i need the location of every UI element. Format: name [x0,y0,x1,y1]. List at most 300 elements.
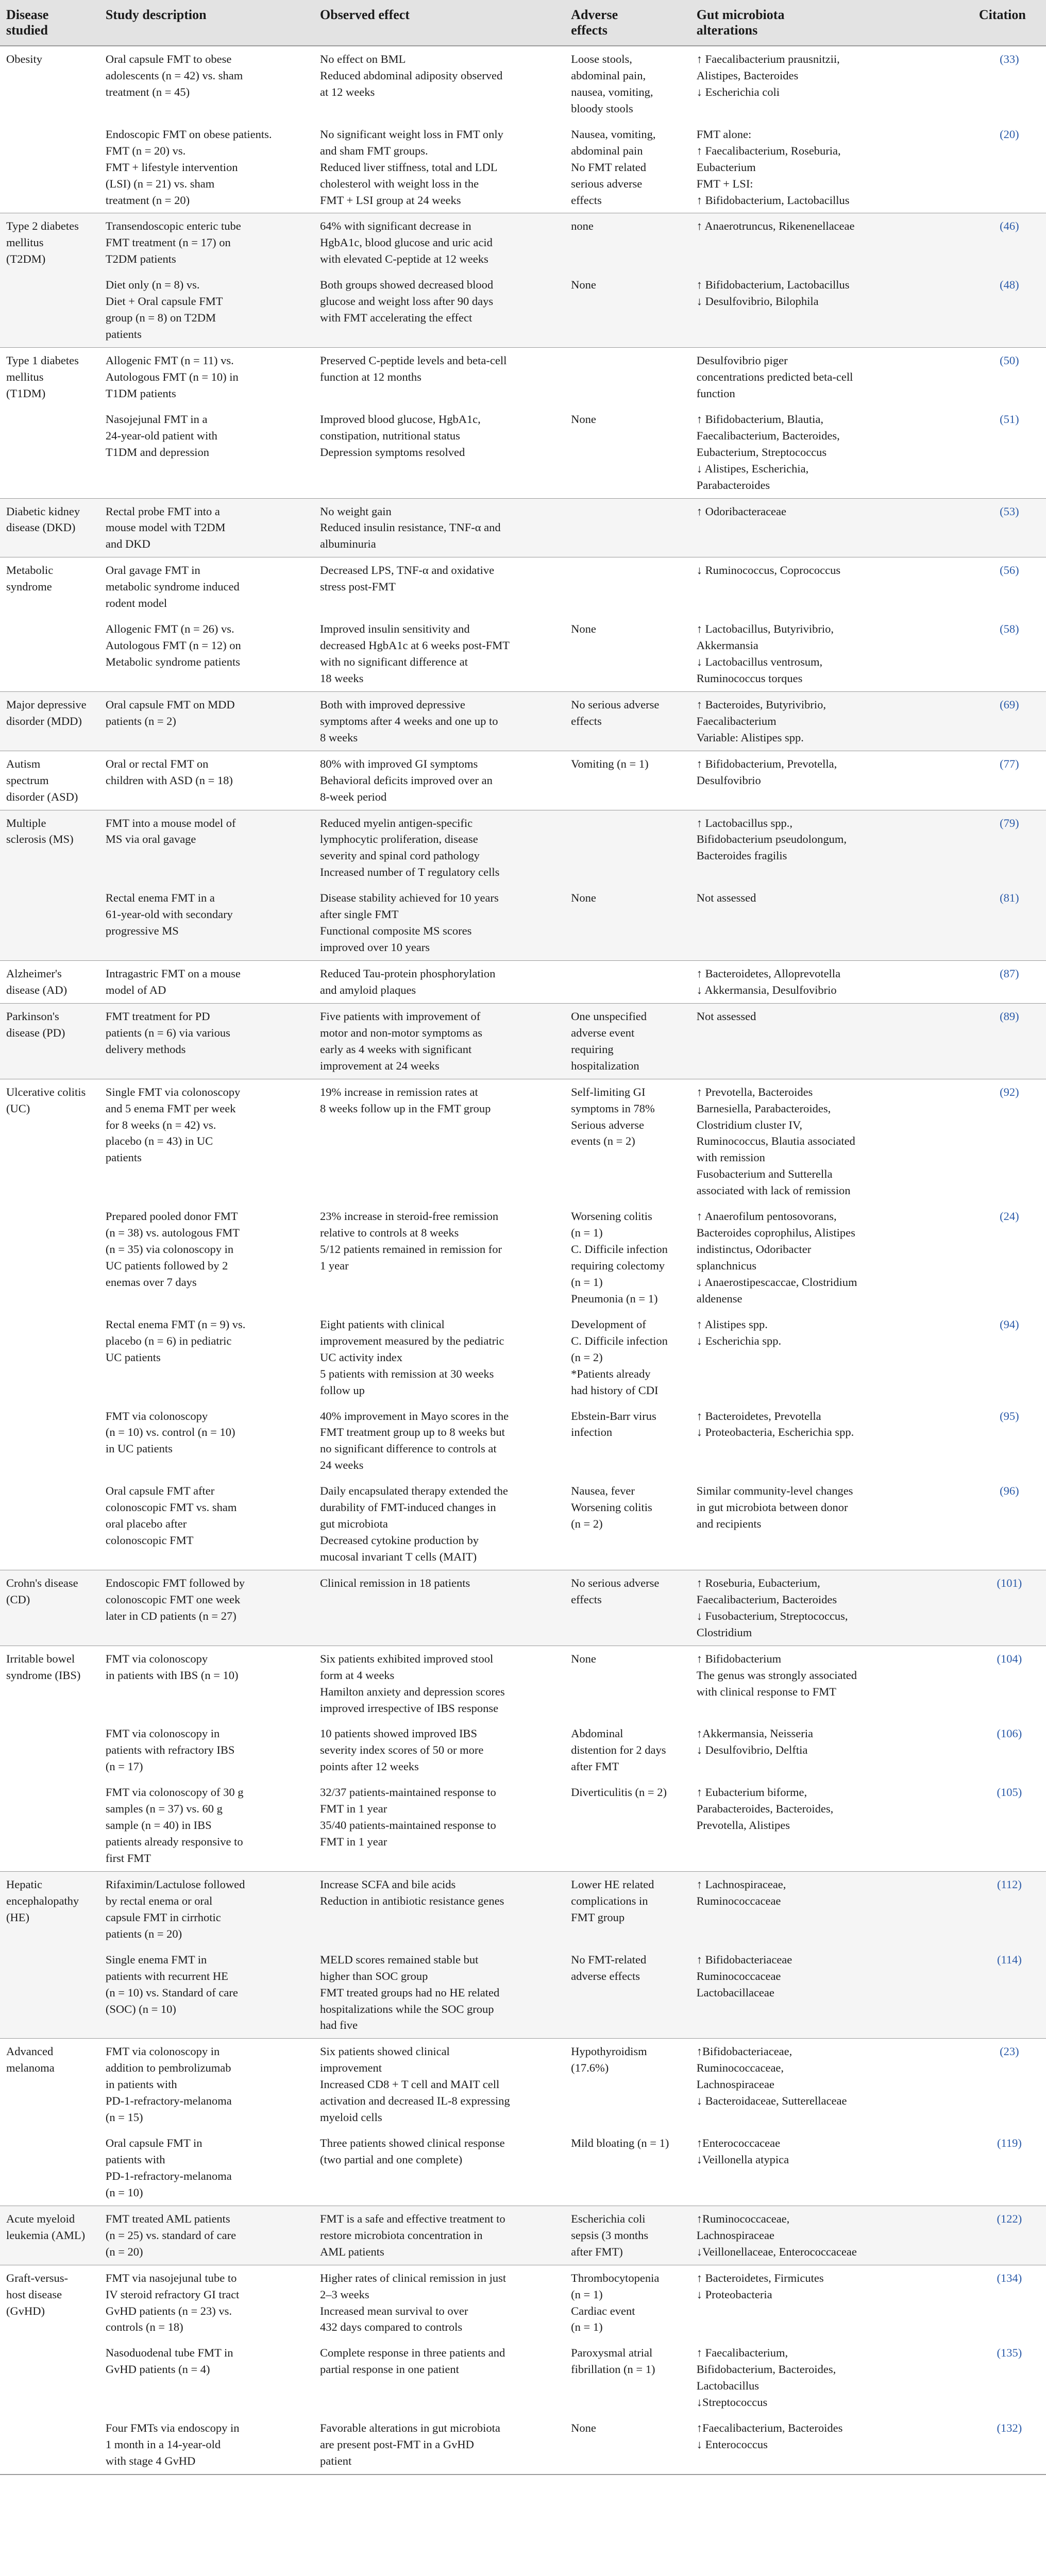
cell-line: Decreased cytokine production by [319,1534,479,1547]
cell-line: 8-week period [319,790,387,803]
citation-cell [973,1570,1046,1646]
cell-line: Clostridium cluster IV, [696,1118,802,1131]
citation-link[interactable]: (87) [1000,967,1019,980]
citation-link[interactable]: (96) [1000,1484,1019,1498]
disease-cell [0,498,99,557]
cell-line: Abdominal [571,1727,623,1740]
cell-line: leukemia (AML) [6,2228,86,2242]
cell-line: at 12 weeks [319,85,375,98]
cell-line: Type 2 diabetes [6,219,79,233]
observed-effect-cell [314,406,565,498]
table-row [0,2415,1046,2475]
table-row [0,751,1046,810]
observed-effect-cell [314,557,565,616]
table-row [0,885,1046,960]
cell-line: Vomiting (n = 1) [571,757,649,770]
citation-link[interactable]: (89) [1000,1009,1019,1023]
cell-line: (CD) [6,1592,30,1606]
cell-line: Hamilton anxiety and depression scores [319,1685,505,1698]
cell-line: 2–3 weeks [319,2287,369,2301]
cell-line: Increased mean survival to over [319,2304,468,2317]
gut-microbiota-cell [690,2415,973,2475]
table-row [0,348,1046,406]
observed-effect-cell [314,1721,565,1780]
cell-line: Nausea, vomiting, [571,127,656,141]
cell-line: (n = 15) [105,2111,143,2124]
citation-cell [973,2130,1046,2206]
adverse-effects-cell [565,2206,690,2265]
adverse-effects-cell [565,751,690,810]
study-description-cell [99,406,314,498]
cell-line: patients already responsive to [105,1835,243,1849]
cell-line: Ruminococcaceae [696,1894,781,1907]
cell-line: Bifidobacterium pseudolongum, [696,833,847,846]
cell-line: Behavioral deficits improved over an [319,773,493,787]
adverse-effects-cell [565,1646,690,1721]
cell-line: 1 year [319,1259,349,1272]
citation-cell [973,810,1046,885]
cell-line: placebo (n = 6) in pediatric [105,1334,232,1347]
table-header [0,0,1046,46]
cell-line: model of AD [105,983,166,996]
cell-line: Pneumonia (n = 1) [571,1292,658,1305]
cell-line: Faecalibacterium, Bacteroides [696,1592,837,1606]
cell-line: ↑Bifidobacteriaceae, [696,2045,792,2058]
cell-line: Ebstein-Barr virus [571,1409,656,1422]
citation-link[interactable]: (33) [1000,53,1019,65]
cell-line: Autologous FMT (n = 10) in [105,370,239,383]
cell-line: No FMT related [571,160,646,174]
gut-microbiota-cell [690,557,973,616]
cell-line: Eubacterium, Streptococcus [696,445,827,459]
cell-line: Oral gavage FMT in [105,564,200,577]
cell-line: FMT via colonoscopy [105,1652,208,1665]
adverse-effects-cell [565,1478,690,1570]
table-row [0,1570,1046,1646]
observed-effect-cell [314,885,565,960]
cell-line: FMT via colonoscopy of 30 g [105,1786,244,1799]
cell-line: (n = 35) via colonoscopy in [105,1243,234,1256]
cell-line: and DKD [105,537,150,551]
study-description-cell [99,272,314,347]
study-description-cell [99,213,314,272]
cell-line: and recipients [696,1517,762,1531]
cell-line: ↓ Ruminococcus, Coprococcus [696,564,841,577]
cell-line: decreased HgbA1c at 6 weeks post-FMT [319,639,510,652]
cell-line: 40% improvement in Mayo scores in the [319,1409,509,1422]
cell-line: Hypothyroidism [571,2045,647,2058]
gut-microbiota-cell [690,272,973,347]
cell-line: 8 weeks [319,731,358,744]
cell-line: FMT is a safe and effective treatment to [319,2212,505,2225]
gut-microbiota-cell [690,1204,973,1312]
cell-line: spectrum [6,773,49,787]
adverse-effects-cell [565,2130,690,2206]
table-row [0,1403,1046,1479]
citation-link[interactable]: (95) [1000,1409,1019,1422]
cell-line: ↓ Proteobacteria, Escherichia spp. [696,1426,854,1439]
cell-line: (n = 25) vs. standard of care [105,2228,237,2242]
gut-microbiota-cell [690,885,973,960]
citation-link[interactable]: (112) [997,1877,1022,1891]
cell-line: abdominal pain [571,144,643,157]
cell-line: No weight gain [319,504,392,518]
disease-cell [0,810,99,885]
citation-link[interactable]: (105) [997,1786,1022,1799]
cell-line: progressive MS [105,924,179,938]
study-description-cell [99,1478,314,1570]
cell-line: PD-1-refractory-melanoma [105,2169,232,2182]
cell-line: ↑ Anaerotruncus, Rikenenellaceae [696,219,855,233]
cell-line: Reduced liver stiffness, total and LDL [319,160,498,174]
study-description-cell [99,2265,314,2340]
cell-line: requiring [571,1042,614,1056]
cell-line: Six patients exhibited improved stool [319,1652,494,1665]
cell-line: Oral capsule FMT to obese [105,53,232,65]
cell-line: mouse model with T2DM [105,521,226,534]
cell-line: with no significant difference at [319,655,468,668]
cell-line: FMT treatment for PD [105,1009,210,1023]
cell-line: Oral capsule FMT after [105,1484,215,1498]
cell-line: Lachnospiraceae [696,2078,774,2091]
study-description-cell [99,1079,314,1204]
citation-link[interactable]: (114) [997,1953,1022,1966]
citation-link[interactable]: (122) [997,2212,1022,2225]
cell-line: FMT via colonoscopy [105,1409,208,1422]
citation-link[interactable]: (24) [1000,1210,1019,1223]
disease-cell [0,1721,99,1780]
adverse-effects-cell [565,1204,690,1312]
cell-line: Fusobacterium and Sutterella [696,1167,833,1181]
cell-line: PD-1-refractory-melanoma [105,2094,232,2108]
cell-line: (T2DM) [6,252,46,266]
cell-line: concentrations predicted beta-cell [696,370,853,383]
cell-line: Major depressive [6,698,87,711]
citation-link[interactable]: (46) [1000,219,1019,233]
gut-microbiota-cell [690,1312,973,1403]
table-row [0,691,1046,751]
citation-link[interactable]: (119) [997,2137,1022,2150]
header-adverse [565,0,690,46]
table-row [0,1871,1046,1946]
cell-line: albuminuria [319,537,376,551]
citation-cell [973,2265,1046,2340]
cell-line: ↑ Lactobacillus spp., [696,816,792,829]
citation-link[interactable]: (51) [1000,412,1019,426]
adverse-effects-cell [565,1780,690,1871]
gut-microbiota-cell [690,1947,973,2039]
cell-line: ↑ Bifidobacterium, Lactobacillus [696,278,850,292]
cell-line: stress post-FMT [319,580,396,594]
cell-line: patients [105,1151,142,1164]
cell-line: effects [571,1592,602,1606]
table-row [0,1721,1046,1780]
citation-link[interactable]: (50) [1000,354,1019,367]
cell-line: distention for 2 days [571,1743,666,1757]
cell-line: in patients with IBS (n = 10) [105,1668,239,1682]
cell-line: ↑ Odoribacteraceae [696,504,787,518]
cell-line: Loose stools, [571,53,632,65]
cell-line: hospitalizations while the SOC group [319,2002,494,2015]
citation-link[interactable]: (132) [997,2421,1022,2435]
cell-line: FMT (n = 20) vs. [105,144,186,157]
cell-line: Autism [6,757,41,770]
cell-line: No FMT-related [571,1953,647,1966]
cell-line: Allogenic FMT (n = 26) vs. [105,622,234,636]
cell-line: Development of [571,1317,646,1331]
adverse-effects-cell [565,1871,690,1946]
table-row [0,213,1046,272]
cell-line: Desulfovibrio [696,773,761,787]
cell-line: Barnesiella, Parabacteroides, [696,1101,831,1115]
study-description-cell [99,1003,314,1079]
observed-effect-cell [314,1646,565,1721]
cell-line: FMT + lifestyle intervention [105,160,238,174]
cell-line: 64% with significant decrease in [319,219,471,233]
citation-link[interactable]: (101) [997,1576,1022,1589]
table-row [0,1478,1046,1570]
citation-link[interactable]: (20) [1000,127,1019,141]
citation-link[interactable]: (92) [1000,1085,1019,1098]
disease-cell [0,1780,99,1871]
cell-line: ↑Akkermansia, Neisseria [696,1727,813,1740]
cell-line: improvement at 24 weeks [319,1059,440,1072]
cell-line: melanoma [6,2061,55,2075]
gut-microbiota-cell [690,213,973,272]
cell-line: 1 month in a 14-year-old [105,2438,221,2451]
cell-line: ↓ Escherichia coli [696,85,780,98]
study-description-cell [99,961,314,1004]
disease-cell [0,1947,99,2039]
disease-cell [0,213,99,272]
cell-line: The genus was strongly associated [696,1668,857,1682]
cell-line: ↓ Escherichia spp. [696,1334,782,1347]
cell-line: Serious adverse [571,1118,645,1131]
citation-link[interactable]: (79) [1000,816,1019,829]
cell-line: Not assessed [696,891,756,905]
cell-line: 5 patients with remission at 30 weeks [319,1367,494,1380]
cell-line: (17.6%) [571,2061,609,2075]
cell-line: One unspecified [571,1009,647,1023]
cell-line: None [571,1652,596,1665]
citation-link[interactable]: (106) [997,1727,1022,1740]
cell-line: Endoscopic FMT followed by [105,1576,245,1589]
gut-microbiota-cell [690,1003,973,1079]
study-description-cell [99,2206,314,2265]
cell-line: patients (n = 6) via various [105,1026,230,1039]
cell-line: Nasoduodenal tube FMT in [105,2346,233,2360]
cell-line: ↑ Faecalibacterium prausnitzii, [696,53,840,65]
disease-cell [0,46,99,122]
cell-line: 80% with improved GI symptoms [319,757,478,770]
cell-line: Eight patients with clinical [319,1317,445,1331]
cell-line: higher than SOC group [319,1969,428,1982]
cell-line: early as 4 weeks with significant [319,1042,472,1056]
study-description-cell [99,1403,314,1479]
study-description-cell [99,1780,314,1871]
citation-link[interactable]: (81) [1000,891,1019,905]
adverse-effects-cell [565,810,690,885]
table-row [0,961,1046,1004]
cell-line: treatment (n = 20) [105,193,190,207]
cell-line: and sham FMT groups. [319,144,428,157]
cell-line: Parabacteroides [696,478,770,492]
citation-link[interactable]: (134) [997,2271,1022,2284]
cell-line: Daily encapsulated therapy extended the [319,1484,508,1498]
citation-cell [973,498,1046,557]
cell-line: cholesterol with weight loss in the [319,177,479,190]
cell-line: FMT treated AML patients [105,2212,230,2225]
disease-cell [0,2340,99,2415]
table-row [0,2206,1046,2265]
cell-line: symptoms after 4 weeks and one up to [319,714,498,727]
study-description-cell [99,1646,314,1721]
gut-microbiota-cell [690,498,973,557]
table-row [0,616,1046,691]
cell-line: Alzheimer's [6,967,62,980]
citation-cell [973,348,1046,406]
cell-line: Decreased LPS, TNF-α and oxidative [319,564,495,577]
cell-line: (HE) [6,1910,29,1924]
cell-line: Oral or rectal FMT on [105,757,209,770]
citation-link[interactable]: (53) [1000,504,1019,518]
cell-line: placebo (n = 43) in UC [105,1134,213,1148]
header-gut [690,0,973,46]
disease-cell [0,122,99,213]
cell-line: FMT in 1 year [319,1835,387,1849]
citation-link[interactable]: (58) [1000,622,1019,636]
citation-link[interactable]: (56) [1000,564,1019,577]
cell-line: ↓ Bacteroidaceae, Sutterellaceae [696,2094,847,2108]
cell-line: FMT treatment (n = 17) on [105,236,231,249]
cell-line: symptoms in 78% [571,1101,655,1115]
cell-line: and amyloid plaques [319,983,416,996]
citation-cell [973,1003,1046,1079]
cell-line: ↑Enterococcaceae [696,2137,781,2150]
cell-line: T1DM and depression [105,445,210,459]
cell-line: Higher rates of clinical remission in just [319,2271,507,2284]
cell-line: ↑ Bacteroidetes, Alloprevotella [696,967,841,980]
citation-cell [973,1079,1046,1204]
gut-microbiota-cell [690,1403,973,1479]
disease-cell [0,1079,99,1204]
cell-line: ↓ Anaerostipescaccae, Clostridium [696,1275,857,1289]
observed-effect-cell [314,1947,565,2039]
cell-line: ↑ Bifidobacterium, Prevotella, [696,757,837,770]
study-description-cell [99,1871,314,1946]
cell-line: ↑ Bacteroidetes, Firmicutes [696,2271,824,2284]
adverse-effects-cell [565,498,690,557]
cell-line: adverse effects [571,1969,640,1982]
cell-line: (GvHD) [6,2304,45,2317]
cell-line: None [571,2421,596,2435]
cell-line: Worsening colitis [571,1210,652,1223]
disease-cell [0,272,99,347]
citation-cell [973,751,1046,810]
citation-cell [973,213,1046,272]
cell-line: Both with improved depressive [319,698,465,711]
cell-line: Eubacterium [696,160,756,174]
cell-line: Reduction in antibiotic resistance genes [319,1894,504,1907]
cell-line: studied [6,23,48,38]
citation-link[interactable]: (48) [1000,278,1019,292]
observed-effect-cell [314,122,565,213]
citation-cell [973,885,1046,960]
citation-link[interactable]: (94) [1000,1317,1019,1331]
gut-microbiota-cell [690,1646,973,1721]
cell-line: in patients with [105,2078,177,2091]
cell-line: Hepatic [6,1877,42,1891]
observed-effect-cell [314,2039,565,2130]
cell-line: Adverse [571,7,618,22]
disease-cell [0,616,99,691]
cell-line: Type 1 diabetes [6,354,79,367]
disease-cell [0,2265,99,2340]
cell-line: ↑ Bifidobacterium, Blautia, [696,412,823,426]
citation-link[interactable]: (135) [997,2346,1022,2360]
cell-line: severity and spinal cord pathology [319,849,480,862]
cell-line: ↑ Alistipes spp. [696,1317,768,1331]
cell-line: ↓ Fusobacterium, Streptococcus, [696,1609,848,1622]
cell-line: ↑ Roseburia, Eubacterium, [696,1576,820,1589]
cell-line: 5/12 patients remained in remission for [319,1243,502,1256]
study-description-cell [99,1947,314,2039]
cell-line: Nasojejunal FMT in a [105,412,208,426]
table-row [0,272,1046,347]
table-row [0,557,1046,616]
cell-line: (LSI) (n = 21) vs. sham [105,177,215,190]
cell-line: Five patients with improvement of [319,1009,481,1023]
gut-microbiota-cell [690,2039,973,2130]
cell-line: ↑ Lactobacillus, Butyrivibrio, [696,622,834,636]
cell-line: disease (DKD) [6,521,76,534]
citation-cell [973,1646,1046,1721]
cell-line: Disease stability achieved for 10 years [319,891,499,905]
cell-line: oral placebo after [105,1517,187,1531]
cell-line: glucose and weight loss after 90 days [319,295,494,308]
cell-line: Not assessed [696,1009,756,1023]
cell-line: syndrome [6,580,52,594]
citation-link[interactable]: (77) [1000,757,1019,770]
cell-line: Citation [978,7,1026,22]
cell-line: No significant weight loss in FMT only [319,127,503,141]
header-disease [0,0,99,46]
cell-line: delivery methods [105,1042,186,1056]
cell-line: Similar community-level changes [696,1484,853,1498]
cell-line: ↑Faecalibacterium, Bacteroides [696,2421,843,2435]
table-row [0,46,1046,122]
adverse-effects-cell [565,557,690,616]
cell-line: Reduced insulin resistance, TNF-α and [319,521,501,534]
citation-link[interactable]: (23) [1000,2045,1019,2058]
cell-line: disorder (MDD) [6,714,82,727]
cell-line: (n = 2) [571,1350,603,1364]
cell-line: Thrombocytopenia [571,2271,660,2284]
study-description-cell [99,616,314,691]
cell-line: FMT into a mouse model of [105,816,236,829]
cell-line: Paroxysmal atrial [571,2346,653,2360]
cell-line: events (n = 2) [571,1134,635,1148]
study-description-cell [99,1570,314,1646]
cell-line: capsule FMT in cirrhotic [105,1910,221,1924]
citation-link[interactable]: (104) [997,1652,1022,1665]
header-effect [314,0,565,46]
cell-line: Ruminococcus torques [696,671,803,685]
citation-link[interactable]: (69) [1000,698,1019,711]
cell-line: by rectal enema or oral [105,1894,213,1907]
cell-line: FMT + LSI: [696,177,753,190]
citation-cell [973,616,1046,691]
